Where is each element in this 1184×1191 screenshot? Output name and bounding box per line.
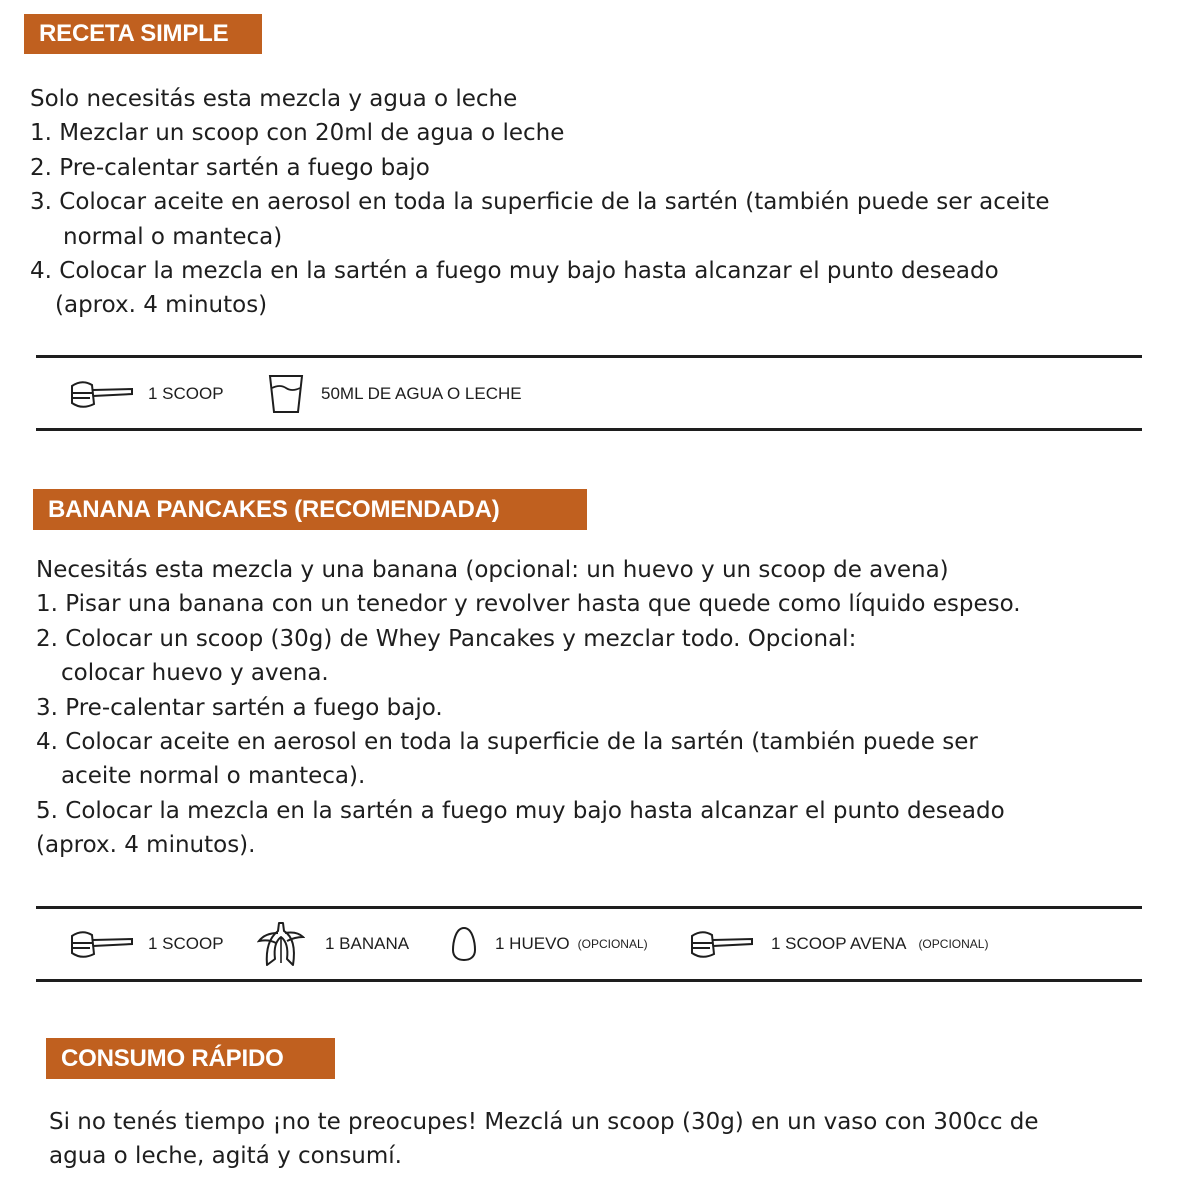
ingredient-optional-note: (OPCIONAL) (918, 937, 989, 951)
ingredient-scoop-avena (688, 924, 988, 964)
instructions-receta-simple (30, 82, 1050, 323)
instruction-line: 1. Mezclar un scoop con 20ml de agua o leche (30, 120, 565, 147)
instructions-banana-pancakes (36, 553, 1021, 863)
glass-icon (268, 374, 304, 414)
instruction-line: colocar huevo y avena. (61, 660, 329, 687)
ingredient-water (268, 374, 522, 414)
instruction-line: (aprox. 4 minutos) (55, 292, 268, 319)
instruction-line: normal o manteca) (63, 223, 283, 250)
ingredient-banana (257, 918, 409, 970)
instruction-line: Si no tenés tiempo ¡no te preocupes! Mezclá un scoop (30g) en un vaso con 300cc de (49, 1109, 1039, 1135)
instruction-line: 4. Colocar la mezcla en la sartén a fuego muy bajo hasta alcanzar el punto deseado (30, 258, 999, 285)
instruction-line: aceite normal o manteca). (61, 763, 366, 790)
ingredient-optional-note: (OPCIONAL) (577, 937, 648, 951)
instruction-line: Solo necesitás esta mezcla y agua o leche (30, 86, 518, 112)
ingredient-label: 1 SCOOP AVENA (771, 934, 907, 953)
instruction-line: 1. Pisar una banana con un tenedor y revolver hasta que quede como líquido espeso. (36, 591, 1021, 618)
section-title-consumo-rapido: CONSUMO RÁPIDO (46, 1038, 335, 1079)
instruction-line: 2. Pre-calentar sartén a fuego bajo (30, 154, 430, 181)
divider (36, 355, 1142, 358)
egg-icon (451, 926, 477, 962)
instruction-line: (aprox. 4 minutos). (36, 832, 256, 859)
instruction-line: 2. Colocar un scoop (30g) de Whey Pancakes y mezclar todo. Opcional: (36, 625, 857, 652)
ingredient-scoop (68, 924, 224, 964)
ingredient-scoop (68, 374, 224, 414)
section-title-banana-pancakes: BANANA PANCAKES (RECOMENDADA) (33, 489, 587, 530)
ingredient-label: 1 HUEVO (495, 934, 570, 953)
ingredient-label: 50ML DE AGUA O LECHE (321, 384, 522, 403)
ingredient-label: 1 SCOOP (148, 384, 224, 403)
instruction-line: 4. Colocar aceite en aerosol en toda la superficie de la sartén (también puede ser (36, 729, 978, 756)
scoop-icon (68, 376, 134, 412)
divider (36, 906, 1142, 909)
instruction-line: 3. Colocar aceite en aerosol en toda la superficie de la sartén (también puede ser aceite (30, 189, 1050, 216)
instruction-line: 5. Colocar la mezcla en la sartén a fuego muy bajo hasta alcanzar el punto deseado (36, 797, 1005, 824)
quick-instructions (49, 1105, 1039, 1174)
divider (36, 979, 1142, 982)
divider (36, 428, 1142, 431)
instruction-line: Necesitás esta mezcla y una banana (opcional: un huevo y un scoop de avena) (36, 557, 949, 583)
ingredient-egg (451, 924, 648, 964)
instruction-line: 3. Pre-calentar sartén a fuego bajo. (36, 694, 443, 721)
instruction-line: agua o leche, agitá y consumí. (49, 1143, 402, 1170)
scoop-icon (68, 926, 134, 962)
scoop-icon (688, 926, 754, 962)
banana-icon (257, 919, 305, 969)
section-title-receta-simple: RECETA SIMPLE (24, 14, 262, 54)
ingredient-label: 1 BANANA (325, 934, 410, 953)
ingredient-label: 1 SCOOP (148, 934, 224, 953)
